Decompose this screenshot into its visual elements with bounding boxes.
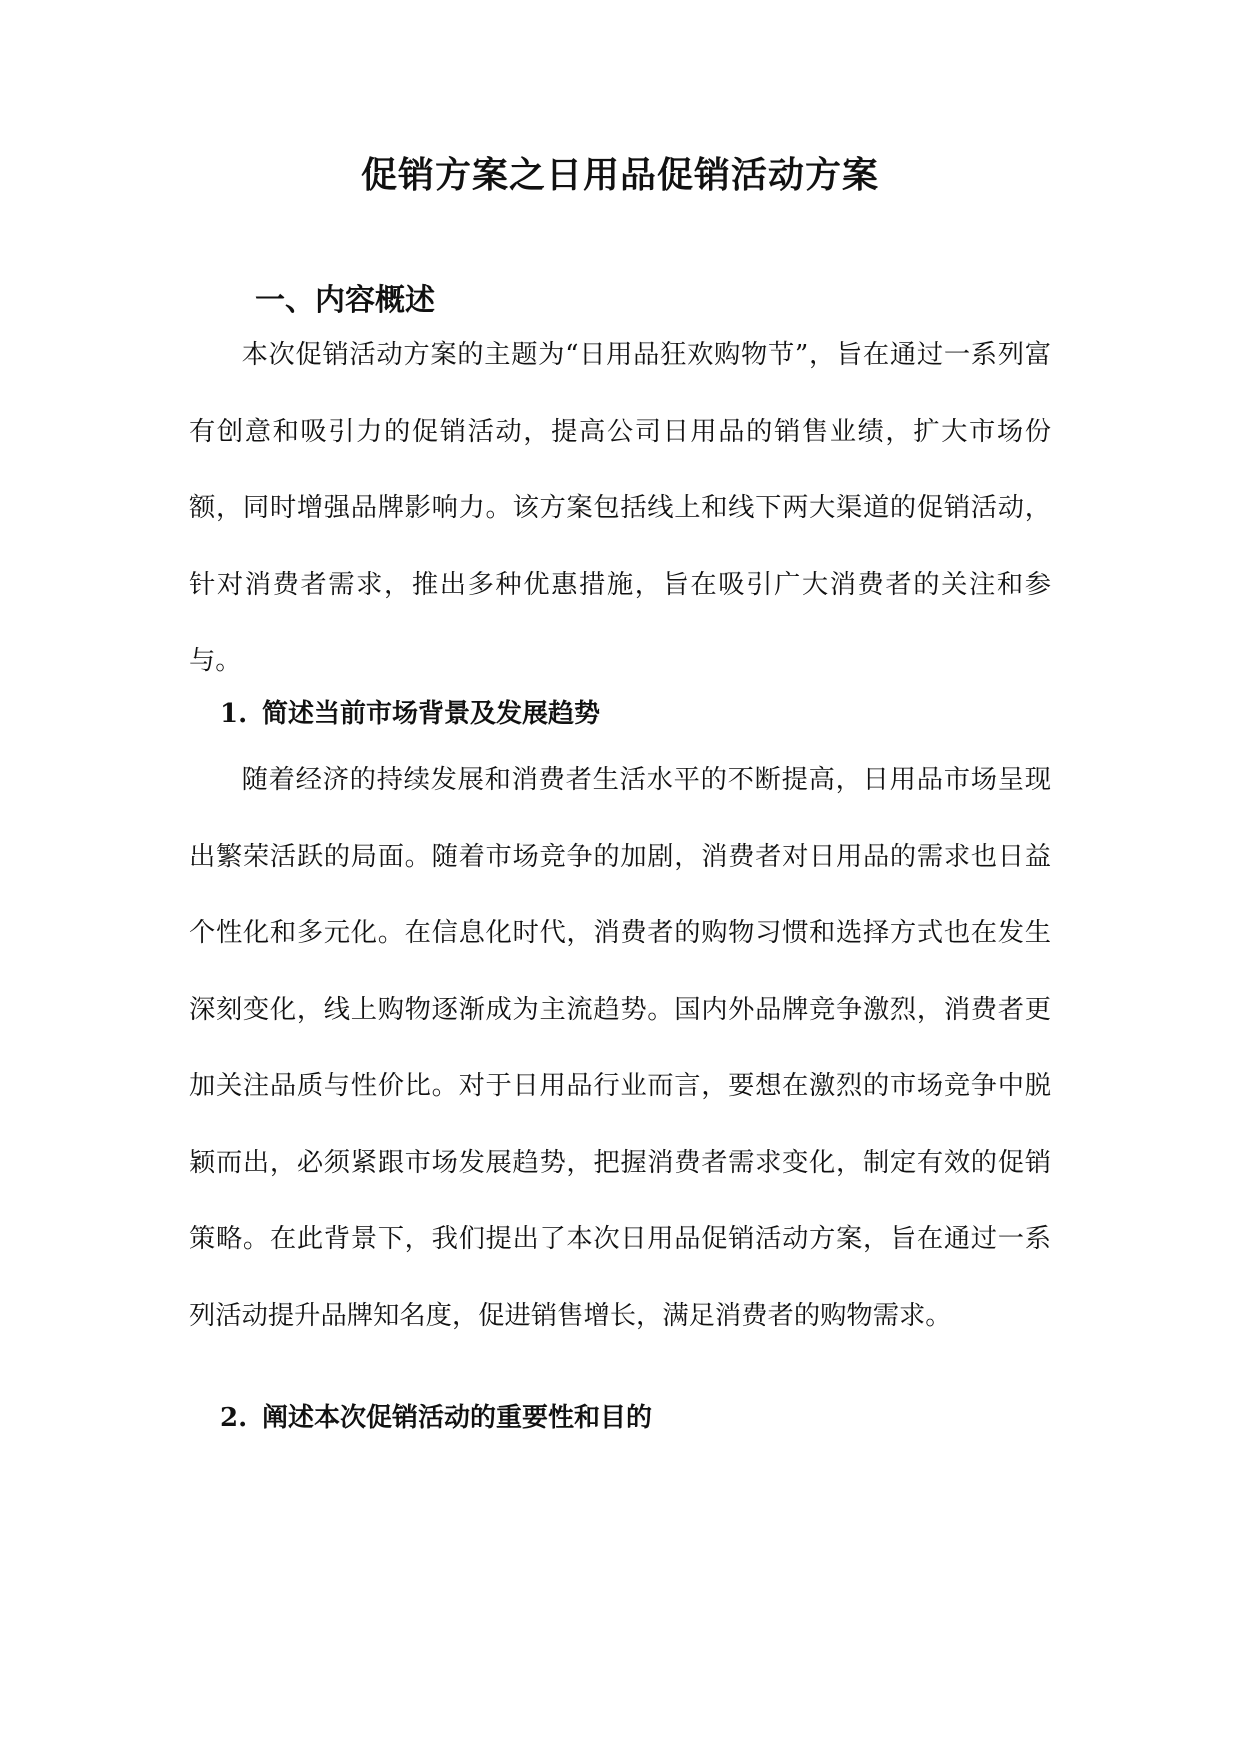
subsection-title: 简述当前市场背景及发展趋势 <box>262 699 601 729</box>
section-heading-overview: 一、内容概述 <box>255 283 435 318</box>
subsection-title: 阐述本次促销活动的重要性和目的 <box>262 1403 653 1433</box>
subsection-heading-importance <box>220 1400 652 1436</box>
market-background-paragraph: 随着经济的持续发展和消费者生活水平的不断提高，日用品市场呈现出繁荣活跃的局面。随着市场竞争的加剧，消费者对日用品的需求也日益个性化和多元化。在信息化时代，消费者的购物习惯和选择方式也在发生深刻变化，线上购物逐渐成为主流趋势。国内外品牌竞争激烈，消费者更加关注品质与性价比。对于日用品行业而言，要想在激烈的市场竞争中脱颖而出，必须紧跟市场发展趋势，把握消费者需求变化，制定有效的促销策略。在此背景下，我们提出了本次日用品促销活动方案，旨在通过一系列活动提升品牌知名度，促进销售增长，满足消费者的购物需求。 <box>189 765 1051 1331</box>
subsection-number: 1. <box>220 699 248 729</box>
overview-paragraph: 本次促销活动方案的主题为“日用品狂欢购物节”，旨在通过一系列富有创意和吸引力的促销活动，提高公司日用品的销售业绩，扩大市场份额，同时增强品牌影响力。该方案包括线上和线下两大渠道的促销活动，针对消费者需求，推出多种优惠措施，旨在吸引广大消费者的关注和参与。 <box>189 340 1051 676</box>
document-title: 促销方案之日用品促销活动方案 <box>360 154 879 196</box>
subsection-heading-market-background <box>220 696 600 732</box>
subsection-number: 2. <box>220 1403 248 1433</box>
